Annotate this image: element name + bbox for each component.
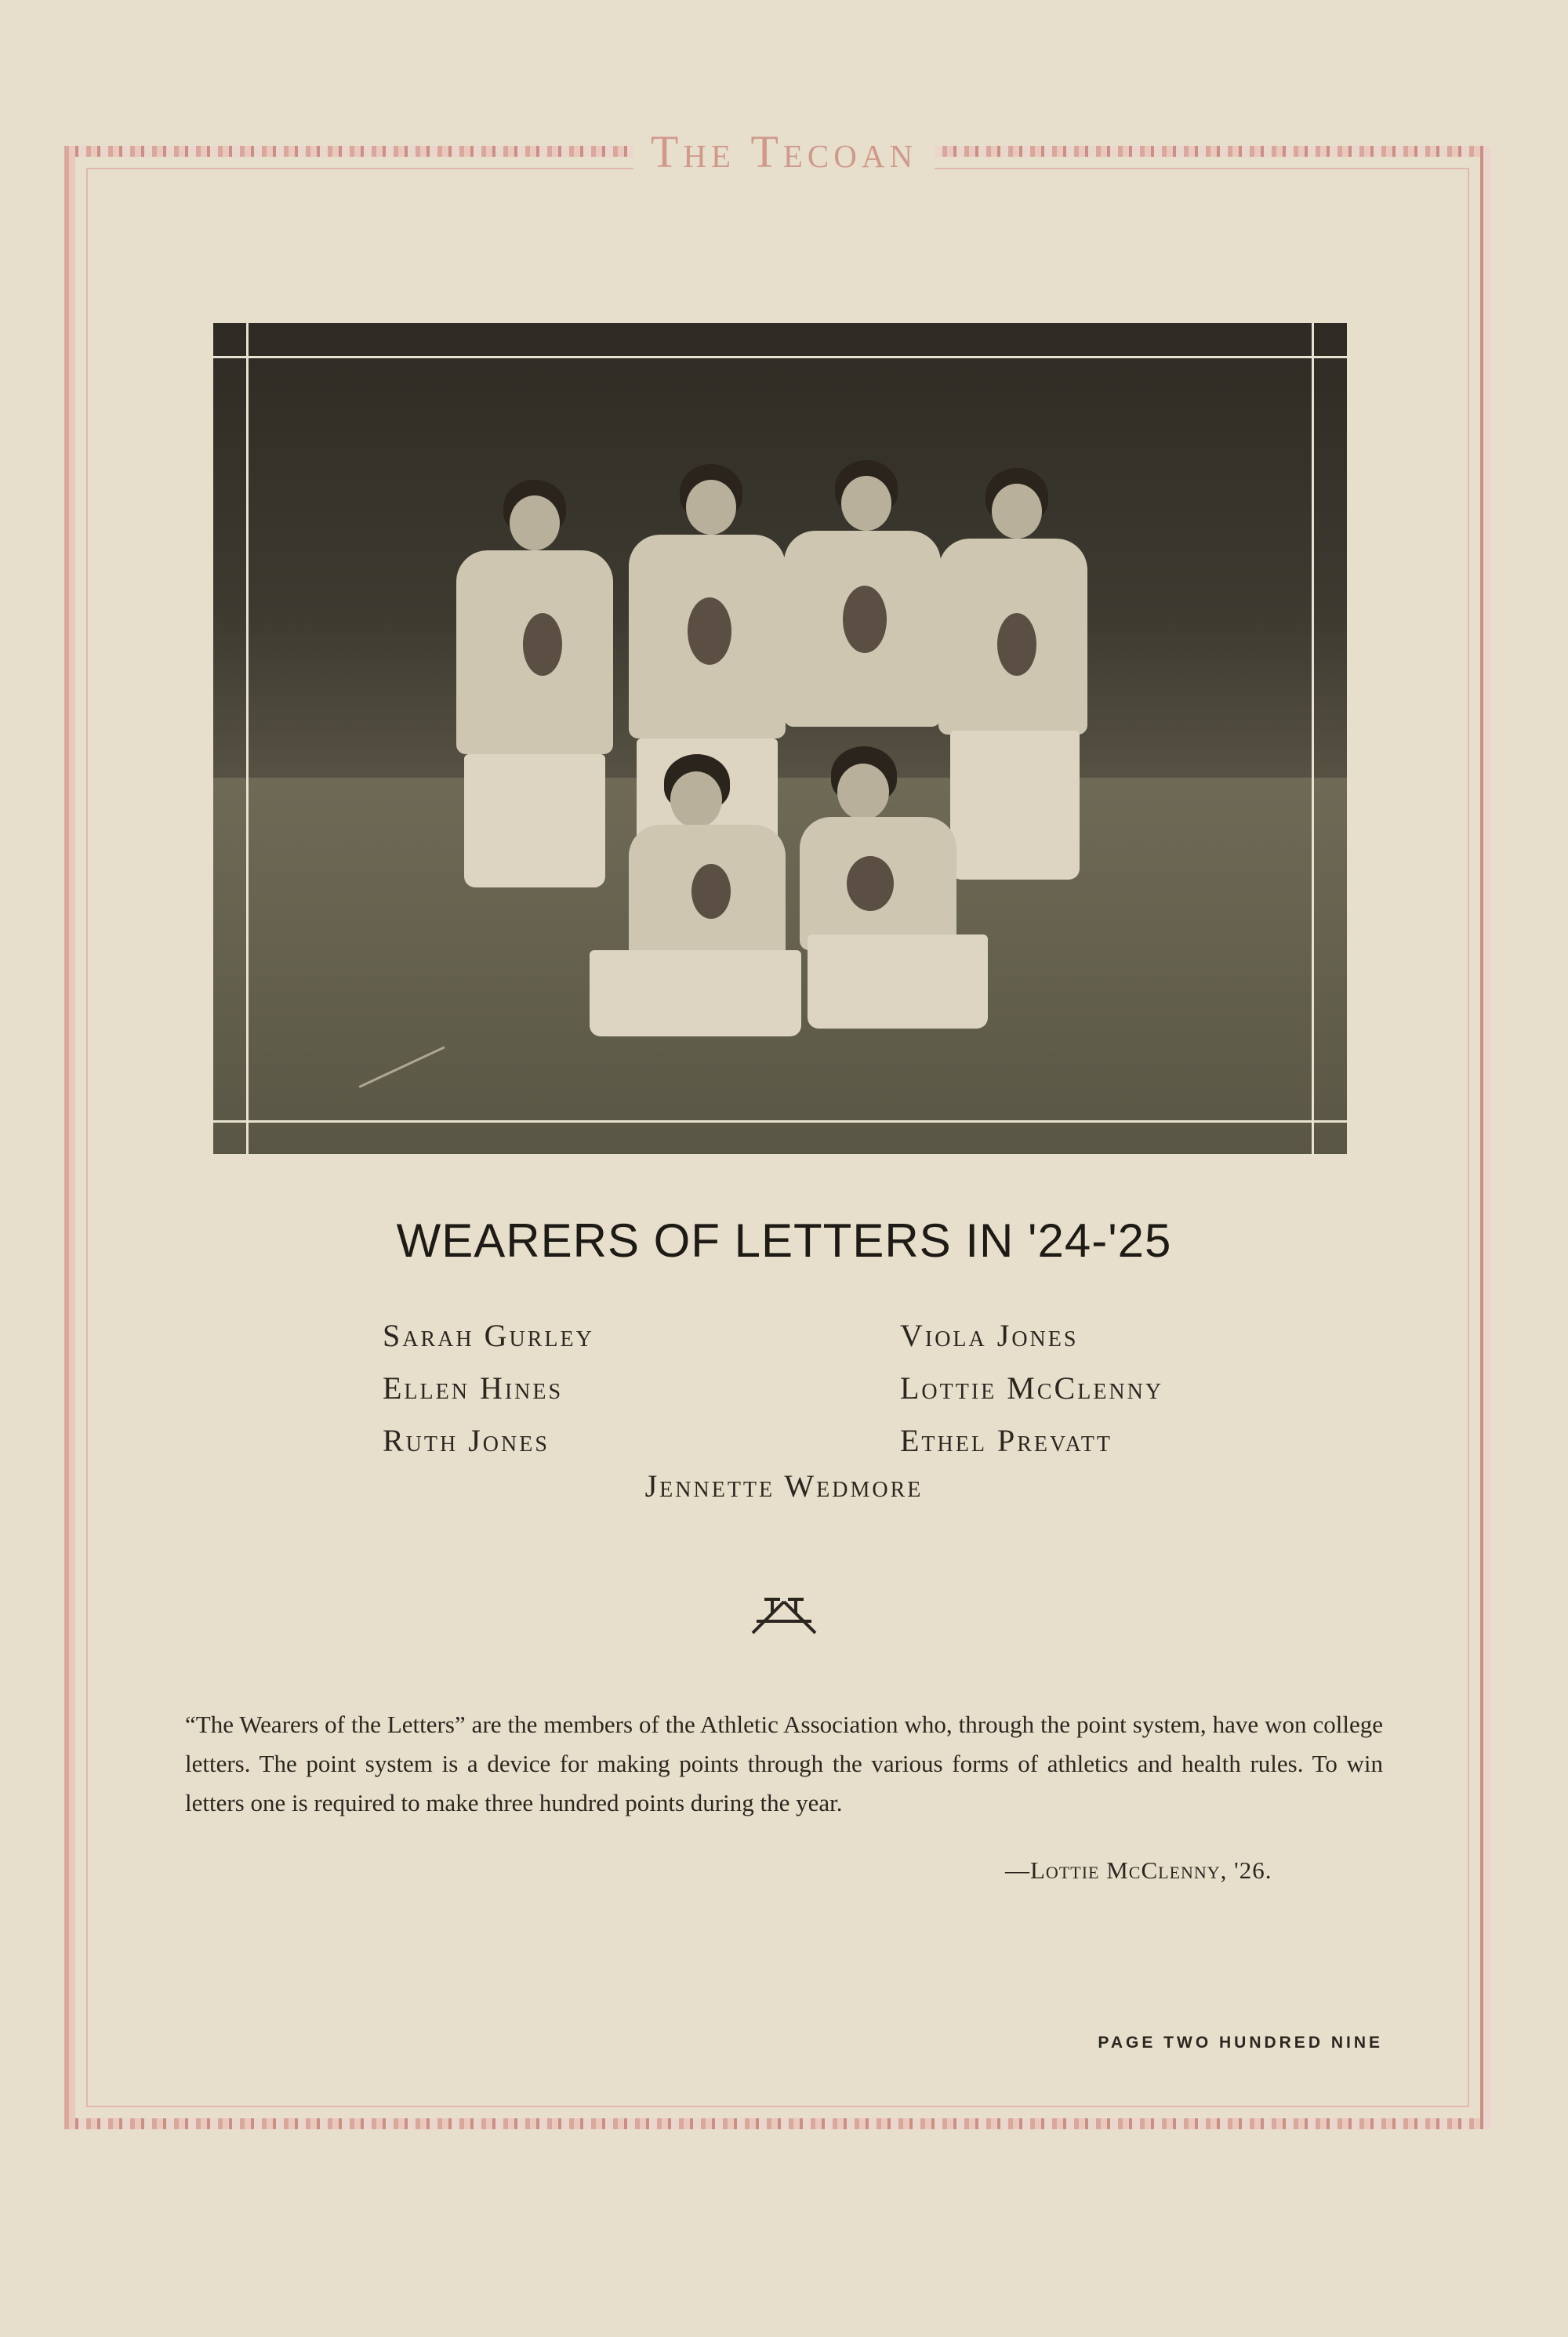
crossed-pennants-icon <box>737 1590 831 1637</box>
letter-emblem <box>843 586 887 653</box>
photo-frame-line-right <box>1312 323 1314 1154</box>
names-column-right <box>900 1309 1163 1467</box>
name-entry: Ruth Jones <box>383 1423 550 1458</box>
seated-figure-2 <box>800 746 1035 1036</box>
letter-emblem <box>523 613 562 676</box>
name-entry: Lottie McClenny <box>900 1370 1164 1406</box>
attribution: —Lottie McClenny, '26. <box>1005 1856 1272 1884</box>
seated-figure-1 <box>590 754 809 1036</box>
name-entry: Ellen Hines <box>383 1370 564 1406</box>
names-column-left <box>383 1309 594 1467</box>
name-entry-center: Jennette Wedmore <box>644 1468 924 1504</box>
header-title: The Tecoan <box>633 125 935 178</box>
letter-emblem <box>997 613 1036 676</box>
name-entry: Ethel Prevatt <box>900 1423 1112 1458</box>
page-number: PAGE TWO HUNDRED NINE <box>1098 2034 1383 2052</box>
name-entry: Sarah Gurley <box>383 1318 594 1353</box>
letter-emblem <box>688 597 731 665</box>
letter-emblem <box>847 856 894 911</box>
group-photo <box>213 323 1347 1154</box>
description-paragraph: “The Wearers of the Letters” are the members of the Athletic Association who, through the point system, have won college letters. The point system is a device for making points through the various forms of athletics and health rules. To win letters one is required to make three hundred points during the year. <box>185 1711 1383 1816</box>
page-title: WEARERS OF LETTERS IN '24-'25 <box>396 1214 1172 1267</box>
photo-frame-line-bottom <box>213 1120 1347 1123</box>
photo-frame-line-top <box>213 356 1347 358</box>
letter-emblem <box>691 864 731 919</box>
page-header <box>0 125 1568 178</box>
photo-frame-line-left <box>246 323 249 1154</box>
name-entry: Viola Jones <box>900 1318 1079 1353</box>
